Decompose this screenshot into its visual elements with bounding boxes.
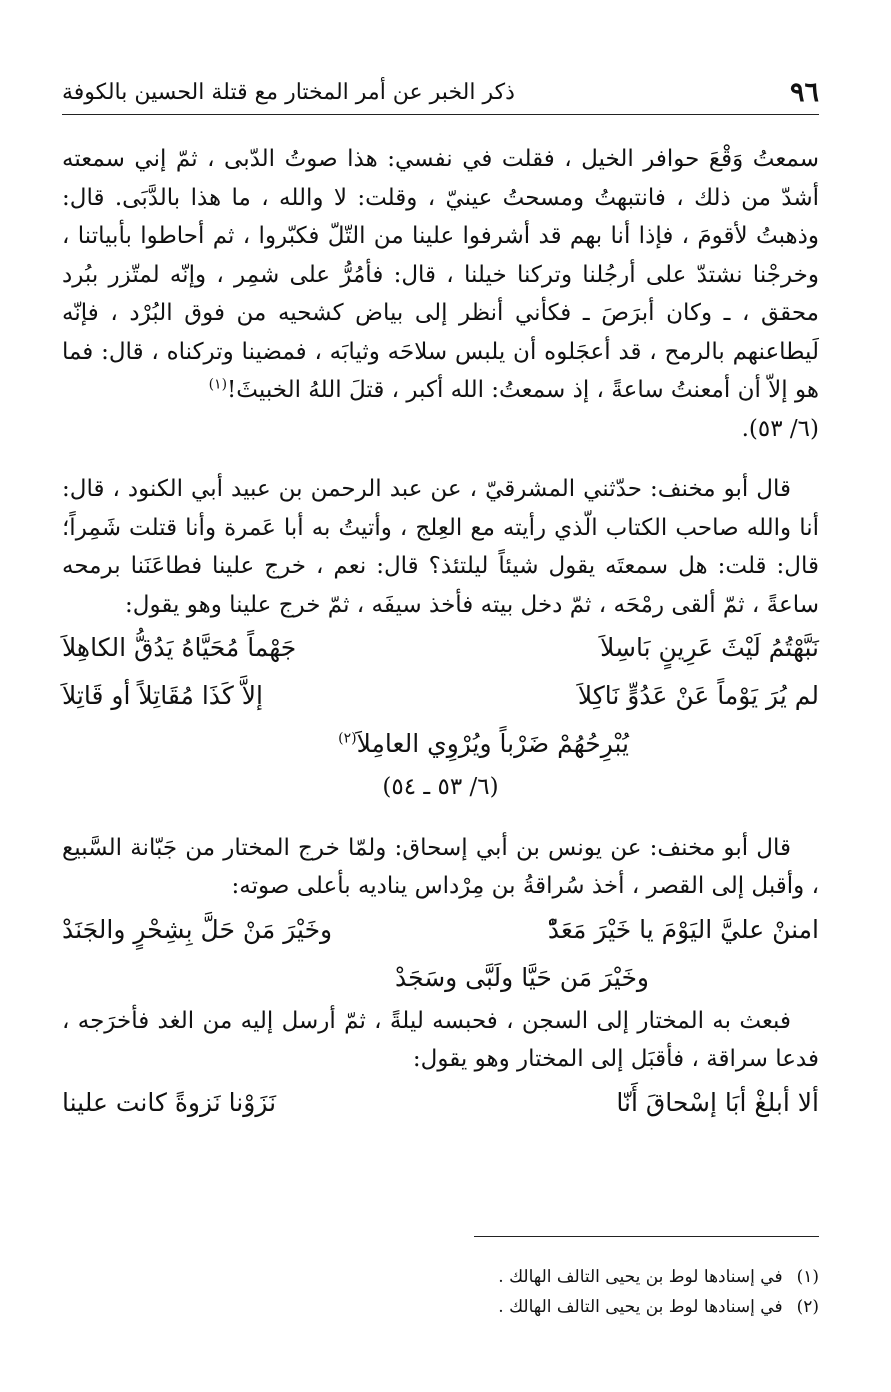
footnote: [62, 1262, 819, 1292]
verse-reference: (٦/ ٥٣ ـ ٥٤): [382, 774, 499, 800]
verse-hemistich: نَبَّهْتُمُ لَيْثَ عَرِينٍ بَاسِلاَ: [600, 633, 819, 662]
verse-hemistich: لم يُرَ يَوْماً عَنْ عَدُوٍّ نَاكِلاَ: [577, 681, 819, 710]
footnote-number: (١): [796, 1267, 819, 1287]
footnote: [62, 1292, 819, 1322]
paragraph-2: قال أبو مخنف: حدّثني المشرقيّ ، عن عبد الرحمن بن عبيد أبي الكنود ، قال: أنا والله صاحب الكتاب الّذي رأيته مع العِلج ، وأتيتُ به أبا عَمرة وأنا قتلت شَمِراً؛ قال: قلت: هل سمعتَه يقول شيئاً ليلتئذ؟ قال: نعم ، خرج علينا فطاعَنَنا برمحه ساعةً ، ثمّ ألقى رمْحَه ، ثمّ دخل بيته فأخذ سيفَه ، ثمّ خرج علينا وهو يقول:: [62, 476, 819, 618]
verse-line: [62, 672, 819, 720]
running-title: ذكر الخبر عن أمر المختار مع قتلة الحسين بالكوفة: [62, 79, 515, 105]
paragraph-1-reference: (٦/ ٥٣).: [741, 415, 819, 442]
verse-hemistich: جَهْماً مُحَيَّاهُ يَدُقُّ الكاهِلاَ: [62, 633, 297, 662]
verse-line: [62, 624, 819, 672]
footnote-text: في إسنادها لوط بن يحيى التالف الهالك .: [498, 1267, 783, 1287]
footnote-number: (٢): [796, 1297, 819, 1317]
footnotes: [62, 1262, 819, 1322]
footnote-text: في إسنادها لوط بن يحيى التالف الهالك .: [498, 1297, 783, 1317]
footnote-marker-2: (٢): [338, 730, 357, 747]
footnote-divider: [474, 1236, 819, 1237]
verse-line: [62, 1079, 819, 1127]
paragraph-4: فبعث به المختار إلى السجن ، فحبسه ليلةً ، ثمّ أرسل إليه من الغد فأخرَجه ، فدعا سراقة ، فأقبَل إلى المختار وهو يقول:: [62, 1007, 819, 1072]
verse-hemistich: إلاَّ كَذَا مُقَاتِلاً أو قَاتِلاَ: [62, 681, 263, 710]
verse-line: يُبْرِحُهُمْ ضَرْباً ويُرْوِي العامِلاَ$^{(٢)}$: [338, 729, 629, 758]
page-body: [62, 140, 819, 1127]
verse-hemistich: وخَيْرَ مَنْ حَلَّ بِشِحْرٍ والجَنَدْ: [62, 914, 333, 944]
verse-line: وخَيْرَ مَن حَيَّا ولَبَّى وسَجَدْ: [394, 962, 649, 992]
paragraph-3: قال أبو مخنف: عن يونس بن أبي إسحاق: ولمّا خرج المختار من جَبّانة السَّبيع ، وأقبل إلى القصر ، أخذ سُراقةُ بن مِرْداس يناديه بأعلى صوته:: [62, 834, 819, 899]
verse-hemistich: ألا أبلغْ أبَا إسْحاقَ أَنّا: [616, 1087, 819, 1117]
paragraph-1: سمعتُ وَقْعَ حوافر الخيل ، فقلت في نفسي: هذا صوتُ الدّبى ، ثمّ إني سمعته أشدّ من ذلك ، فانتبهتُ ومسحتُ عينيّ ، وقلت: لا والله ، ما هذا بالدَّبَى. قال: وذهبتُ لأقومَ ، فإذا أنا بهم قد أشرفوا علينا من التّلّ فكبّروا ، ثم أحاطوا بأبياتنا ، وخرجْنا نشتدّ على أرجُلنا وتركنا خيلنا ، قال: فأمُرُّ على شمِر ، وإنّه لمتّزر ببُرد محقق ، ـ وكان أبرَصَ ـ فكأني أنظر إلى بياض كشحيه من فوق البُرْد ، فإنّه لَيطاعنهم بالرمح ، قد أعجَلوه أن يلبس سلاحَه وثيابَه ، فمضينا وتركناه ، قال: فما هو إلاّ أن أمعنتُ ساعةً ، إذ سمعتُ: الله أكبر ، قتلَ اللهُ الخبيثَ!$^{(١)}$: [62, 146, 819, 403]
page-number: ٩٦: [789, 76, 819, 108]
footnote-marker-1: (١): [208, 376, 228, 393]
page-header: [62, 70, 819, 115]
verse-hemistich: نَزَوْنا نَزوةً كانت علينا: [62, 1087, 277, 1117]
verse-hemistich: امننْ عليَّ اليَوْمَ يا خَيْرَ مَعَدّْ: [547, 914, 819, 944]
verse-line: [62, 906, 819, 954]
